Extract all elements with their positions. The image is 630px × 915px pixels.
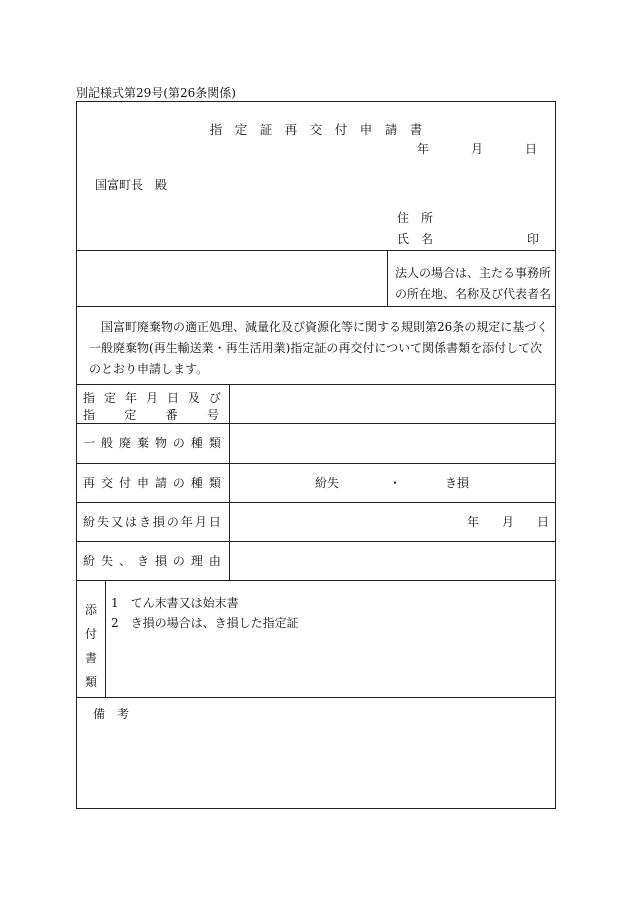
label-char: 失 xyxy=(96,515,109,529)
label-char: 指 xyxy=(83,408,96,422)
label-char: 物 xyxy=(154,436,167,450)
reason-field[interactable] xyxy=(235,545,551,577)
label-char: 類 xyxy=(208,476,221,490)
waste-type-label xyxy=(83,434,221,451)
option-separator: ・ xyxy=(389,476,402,490)
remarks-label: 備 考 xyxy=(93,707,129,721)
label-char: の xyxy=(172,476,185,490)
loss-date-label xyxy=(83,513,221,530)
form-caption: 別記様式第29号(第26条関係) xyxy=(76,86,236,100)
label-char: 損 xyxy=(152,515,165,529)
label-char: 申 xyxy=(136,476,149,490)
option-lost[interactable]: 紛失 xyxy=(315,476,340,490)
designation-label xyxy=(83,389,221,423)
divider xyxy=(77,306,555,307)
corp-note: 法人の場合は、主たる事務所 の所在地、名称及び代表者名 xyxy=(395,266,552,301)
divider xyxy=(77,541,555,542)
label-char: 紛 xyxy=(83,515,96,529)
column-divider xyxy=(105,580,106,697)
form-title xyxy=(77,120,555,138)
label-char: の xyxy=(172,554,185,568)
label-char: 月 xyxy=(145,391,158,405)
label-char: 理 xyxy=(190,554,203,568)
label-char: き xyxy=(136,554,149,568)
label-char: 日 xyxy=(166,391,179,405)
attachments-list xyxy=(111,593,299,633)
application-date[interactable] xyxy=(417,140,537,157)
label-char: 再 xyxy=(83,476,96,490)
label-char: 交 xyxy=(100,476,113,490)
label-char: 紛 xyxy=(83,554,96,568)
label-char: は xyxy=(124,515,137,529)
month-label: 月 xyxy=(470,142,483,156)
address-label: 住 所 xyxy=(397,211,433,225)
corp-info-field[interactable] xyxy=(81,254,381,302)
seal-mark: 印 xyxy=(526,232,539,246)
label-char: 番 xyxy=(165,408,178,422)
label-char: き xyxy=(138,515,151,529)
day-label: 日 xyxy=(524,142,537,156)
label-char: 損 xyxy=(154,554,167,568)
label-char: 一 xyxy=(83,436,96,450)
reason-label xyxy=(83,552,221,569)
label-char: 失 xyxy=(100,554,113,568)
label-char: 号 xyxy=(206,408,219,422)
label-char: 指 xyxy=(83,391,96,405)
divider xyxy=(77,384,555,385)
label-char: 廃 xyxy=(118,436,131,450)
year-label: 年 xyxy=(417,142,430,156)
divider xyxy=(387,250,388,306)
designation-field[interactable] xyxy=(235,388,551,420)
divider xyxy=(77,697,555,698)
loss-date-field[interactable]: 年 月 日 xyxy=(467,515,549,529)
divider xyxy=(77,502,555,503)
list-item: 1 てん末書又は始末書 xyxy=(111,596,239,610)
divider xyxy=(77,463,555,464)
option-damaged[interactable]: き損 xyxy=(445,476,470,490)
label-char: の xyxy=(166,515,179,529)
label-char: 由 xyxy=(208,554,221,568)
form-title-text: 指 定 証 再 交 付 申 請 書 xyxy=(209,122,423,137)
label-char: 年 xyxy=(124,391,137,405)
label-char: 、 xyxy=(118,554,131,568)
label-char: 定 xyxy=(124,408,137,422)
remarks-field[interactable] xyxy=(85,727,547,803)
label-char: 棄 xyxy=(136,436,149,450)
addressee: 国富町長 殿 xyxy=(95,178,168,192)
attachments-title: 添 付 書 類 xyxy=(84,603,97,689)
label-char: 月 xyxy=(194,515,207,529)
application-form xyxy=(76,101,556,809)
label-char: 又 xyxy=(110,515,123,529)
label-char: 種 xyxy=(190,436,203,450)
label-char: 付 xyxy=(118,476,131,490)
label-char: 日 xyxy=(208,515,221,529)
reissue-type-label xyxy=(83,474,221,491)
label-char: の xyxy=(172,436,185,450)
label-char: び xyxy=(208,391,221,405)
divider xyxy=(77,423,555,424)
label-char: 般 xyxy=(100,436,113,450)
divider xyxy=(77,250,555,251)
list-item: 2 き損の場合は、き損した指定証 xyxy=(111,616,299,630)
label-char: 請 xyxy=(154,476,167,490)
label-char: 及 xyxy=(187,391,200,405)
waste-type-field[interactable] xyxy=(235,427,551,459)
label-char: 種 xyxy=(190,476,203,490)
divider xyxy=(77,580,555,581)
label-char: 年 xyxy=(180,515,193,529)
label-char: 定 xyxy=(103,391,116,405)
label-char: 類 xyxy=(208,436,221,450)
column-divider xyxy=(229,384,230,580)
intro-paragraph: 国富町廃棄物の適正処理、減量化及び資源化等に関する規則第26条の規定に基づく一般廃棄物(再生輸送業・再生活用業)指定証の再交付について関係書類を添付して次のとおり申請します。 xyxy=(89,320,549,376)
name-label: 氏 名 xyxy=(397,232,433,246)
